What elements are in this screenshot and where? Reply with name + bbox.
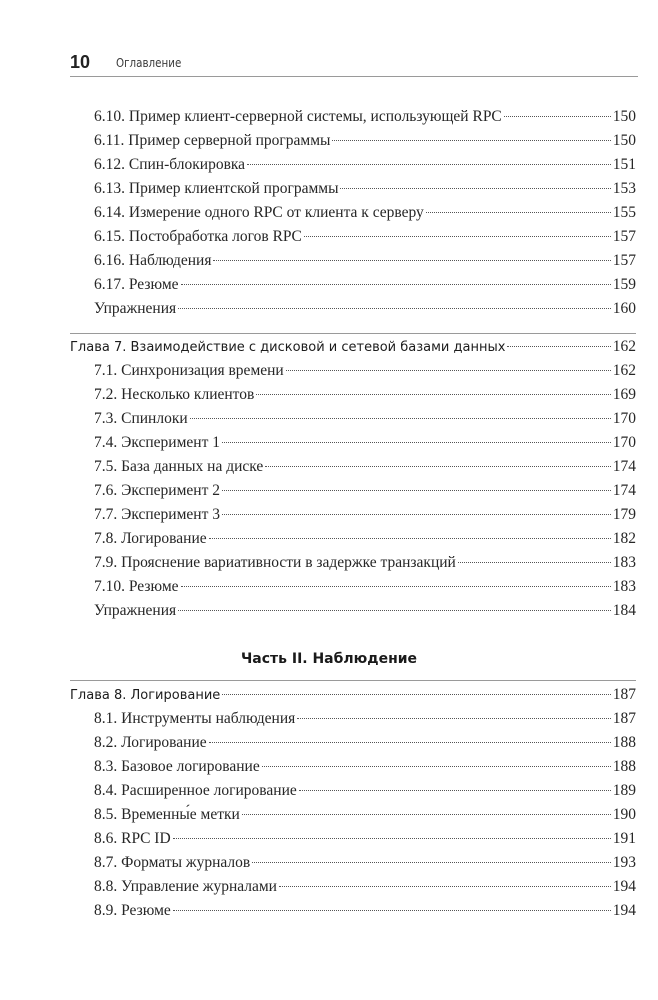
toc-section-entry[interactable] [0,250,636,272]
dot-leader [173,910,611,911]
toc-section-entry[interactable] [0,600,636,622]
dot-leader [262,766,611,767]
toc-chapter-entry[interactable] [0,684,636,706]
toc-entry-page-number: 150 [612,132,636,149]
toc-entry-label: 8.7. Форматы журналов [94,854,251,871]
toc-section-entry[interactable] [0,804,636,826]
toc-entry-page-number: 157 [612,252,636,269]
dot-leader [222,694,610,695]
dot-leader [299,790,611,791]
toc-section-entry[interactable] [0,504,636,526]
toc-entry-page-number: 174 [612,482,636,499]
dot-leader [332,140,610,141]
toc-section-entry[interactable] [0,432,636,454]
toc-entry-page-number: 157 [612,228,636,245]
toc-entry-label: 7.5. База данных на диске [94,458,264,475]
chapter-rule [70,680,636,681]
toc-section-entry[interactable] [0,756,636,778]
dot-leader [279,886,611,887]
toc-entry-label: 7.3. Спинлоки [94,410,188,427]
chapter-rule [70,333,636,334]
dot-leader [222,490,611,491]
toc-chapter-entry[interactable] [0,336,636,358]
toc-section-entry[interactable] [0,106,636,128]
toc-entry-page-number: 151 [612,156,636,173]
toc-entry-page-number: 194 [612,878,636,895]
dot-leader [209,742,611,743]
toc-entry-label: 8.4. Расширенное логирование [94,782,297,799]
toc-section-entry[interactable] [0,408,636,430]
toc-entry-label: Упражнения [94,300,177,317]
toc-entry-label: Упражнения [94,602,177,619]
toc-entry-page-number: 162 [612,362,636,379]
dot-leader [504,116,611,117]
toc-entry-label: 6.17. Резюме [94,276,179,293]
toc-entry-label: 6.14. Измерение одного RPC от клиента к серверу [94,204,424,221]
dot-leader [242,814,611,815]
dot-leader [173,838,611,839]
toc-entry-label: 6.16. Наблюдения [94,252,212,269]
dot-leader [507,346,610,347]
toc-entry-label: 7.10. Резюме [94,578,179,595]
toc-section-entry[interactable] [0,456,636,478]
part-title: Часть II. Наблюдение [240,651,418,667]
toc-entry-label: 7.9. Прояснение вариативности в задержке транзакций [94,554,456,571]
toc-section-entry[interactable] [0,732,636,754]
toc-entry-label: 8.5. Временны́е метки [94,806,240,823]
toc-entry-label: 6.10. Пример клиент-серверной системы, использующей RPC [94,108,502,125]
toc-entry-page-number: 194 [612,902,636,919]
toc-entry-page-number: 191 [612,830,636,847]
running-title: Оглавление [116,56,182,70]
dot-leader [265,466,610,467]
toc-entry-label: 8.6. RPC ID [94,830,171,847]
dot-leader [286,370,611,371]
toc-section-entry[interactable] [0,552,636,574]
dot-leader [304,236,611,237]
dot-leader [213,260,610,261]
toc-entry-label: 7.1. Синхронизация времени [94,362,284,379]
toc-entry-page-number: 187 [612,710,636,727]
dot-leader [181,586,611,587]
page-number: 10 [70,52,91,72]
toc-section-entry[interactable] [0,828,636,850]
toc-entry-label: 6.13. Пример клиентской программы [94,180,339,197]
toc-entry-label: 7.6. Эксперимент 2 [94,482,220,499]
toc-entry-page-number: 184 [612,602,636,619]
toc-section-entry[interactable] [0,274,636,296]
dot-leader [256,394,610,395]
toc-entry-label: 7.8. Логирование [94,530,207,547]
toc-entry-label: 6.11. Пример серверной программы [94,132,331,149]
toc-entry-page-number: 162 [612,338,636,355]
toc-entry-page-number: 193 [612,854,636,871]
toc-entry-page-number: 190 [612,806,636,823]
dot-leader [178,610,611,611]
toc-entry-label: 7.2. Несколько клиентов [94,386,255,403]
toc-entry-page-number: 170 [612,434,636,451]
dot-leader [340,188,610,189]
toc-entry-page-number: 153 [612,180,636,197]
dot-leader [252,862,611,863]
dot-leader [426,212,611,213]
dot-leader [222,442,611,443]
toc-entry-label: 7.4. Эксперимент 1 [94,434,220,451]
toc-entry-label: Глава 8. Логирование [70,688,221,703]
toc-section-entry[interactable] [0,876,636,898]
toc-entry-page-number: 188 [612,734,636,751]
toc-entry-page-number: 183 [612,554,636,571]
toc-entry-label: 8.8. Управление журналами [94,878,277,895]
toc-entry-label: 8.1. Инструменты наблюдения [94,710,296,727]
toc-section-entry[interactable] [0,226,636,248]
toc-entry-page-number: 155 [612,204,636,221]
toc-entry-page-number: 160 [612,300,636,317]
toc-section-entry[interactable] [0,178,636,200]
toc-entry-page-number: 182 [612,530,636,547]
toc-entry-page-number: 179 [612,506,636,523]
toc-entry-page-number: 170 [612,410,636,427]
toc-entry-page-number: 187 [612,686,636,703]
dot-leader [458,562,611,563]
dot-leader [178,308,611,309]
toc-section-entry[interactable] [0,384,636,406]
running-header [70,52,638,77]
toc-entry-label: 7.7. Эксперимент 3 [94,506,220,523]
toc-entry-page-number: 174 [612,458,636,475]
toc-section-entry[interactable] [0,528,636,550]
dot-leader [181,284,611,285]
toc-entry-label: 8.2. Логирование [94,734,207,751]
dot-leader [190,418,611,419]
toc-section-entry[interactable] [0,298,636,320]
toc-entry-page-number: 150 [612,108,636,125]
toc-section-entry[interactable] [0,900,636,922]
toc-section-entry[interactable] [0,576,636,598]
dot-leader [247,164,611,165]
toc-entry-label: 6.12. Спин-блокировка [94,156,246,173]
toc-entry-label: Глава 7. Взаимодействие с дисковой и сетевой базами данных [70,340,506,355]
toc-entry-page-number: 188 [612,758,636,775]
toc-entry-page-number: 189 [612,782,636,799]
toc-section-entry[interactable] [0,360,636,382]
toc-section-entry[interactable] [0,708,636,730]
dot-leader [222,514,611,515]
toc-section-entry[interactable] [0,130,636,152]
toc-entry-page-number: 183 [612,578,636,595]
toc-section-entry[interactable] [0,780,636,802]
toc-entry-page-number: 159 [612,276,636,293]
toc-section-entry[interactable] [0,202,636,224]
dot-leader [297,718,610,719]
toc-section-entry[interactable] [0,154,636,176]
toc-entry-page-number: 169 [612,386,636,403]
toc-entry-label: 8.3. Базовое логирование [94,758,260,775]
toc-section-entry[interactable] [0,480,636,502]
toc-entry-label: 6.15. Постобработка логов RPC [94,228,302,245]
toc-section-entry[interactable] [0,852,636,874]
toc-entry-label: 8.9. Резюме [94,902,171,919]
dot-leader [209,538,611,539]
